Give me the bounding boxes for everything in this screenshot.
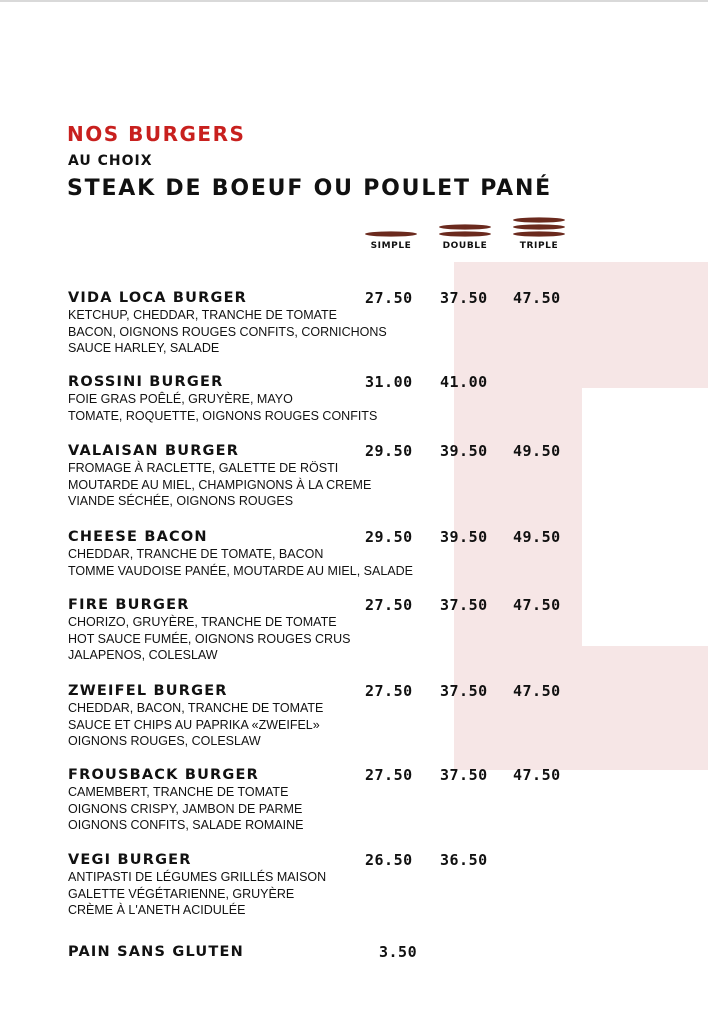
section-subtitle: AU CHOIX bbox=[68, 153, 153, 169]
price-triple: 47.50 bbox=[513, 289, 561, 307]
item-desc-line: HOT SAUCE FUMÉE, OIGNONS ROUGES CRUS bbox=[68, 631, 351, 646]
price-double: 37.50 bbox=[440, 289, 488, 307]
price-double: 41.00 bbox=[440, 373, 488, 391]
price-double: 39.50 bbox=[440, 442, 488, 460]
price-simple: 31.00 bbox=[365, 373, 413, 391]
item-desc-line: CHEDDAR, TRANCHE DE TOMATE, BACON bbox=[68, 547, 324, 561]
section-title: NOS BURGERS bbox=[67, 122, 246, 146]
menu-item bbox=[68, 766, 588, 834]
item-name: ZWEIFEL BURGER bbox=[68, 683, 228, 699]
menu-item bbox=[68, 851, 588, 919]
top-rule bbox=[0, 0, 708, 2]
size-label-simple: SIMPLE bbox=[370, 241, 412, 251]
price-simple: 27.50 bbox=[365, 766, 413, 784]
item-desc-line: JALAPENOS, COLESLAW bbox=[68, 648, 218, 662]
price-simple: 27.50 bbox=[365, 289, 413, 307]
menu-item bbox=[68, 528, 588, 579]
item-desc-line: OIGNONS ROUGES, COLESLAW bbox=[68, 734, 261, 748]
item-desc-line: SAUCE ET CHIPS AU PAPRIKA «ZWEIFEL» bbox=[68, 717, 320, 732]
price-double: 36.50 bbox=[440, 851, 488, 869]
item-desc-line: KETCHUP, CHEDDAR, TRANCHE DE TOMATE bbox=[68, 308, 338, 322]
gluten-free-option bbox=[68, 943, 588, 961]
item-name: ROSSINI BURGER bbox=[68, 374, 224, 390]
size-column-triple bbox=[501, 214, 577, 251]
triple-patty-icon bbox=[511, 214, 567, 238]
item-desc-line: GALETTE VÉGÉTARIENNE, GRUYÈRE bbox=[68, 886, 295, 901]
price-double: 37.50 bbox=[440, 682, 488, 700]
item-desc-line: FOIE GRAS POÊLÉ, GRUYÈRE, MAYO bbox=[68, 392, 293, 406]
item-desc-line: BACON, OIGNONS ROUGES CONFITS, CORNICHONS bbox=[68, 324, 387, 339]
size-label-double: DOUBLE bbox=[442, 241, 488, 251]
item-desc-line: TOMME VAUDOISE PANÉE, MOUTARDE AU MIEL, SALADE bbox=[68, 563, 413, 578]
item-desc-line: VIANDE SÉCHÉE, OIGNONS ROUGES bbox=[68, 494, 294, 508]
item-desc-line: CAMEMBERT, TRANCHE DE TOMATE bbox=[68, 785, 289, 799]
item-desc-line: OIGNONS CONFITS, SALADE ROMAINE bbox=[68, 818, 304, 832]
single-patty-icon bbox=[363, 214, 419, 238]
price-triple: 49.50 bbox=[513, 442, 561, 460]
item-name: VIDA LOCA BURGER bbox=[68, 290, 248, 306]
menu-item bbox=[68, 596, 588, 664]
price-simple: 27.50 bbox=[365, 682, 413, 700]
price-triple: 47.50 bbox=[513, 766, 561, 784]
meat-choice-heading: STEAK DE BOEUF OU POULET PANÉ bbox=[67, 176, 553, 201]
double-patty-icon bbox=[437, 214, 493, 238]
item-desc-line: FROMAGE À RACLETTE, GALETTE DE RÖSTI bbox=[68, 461, 339, 475]
size-column-simple bbox=[353, 214, 429, 251]
item-desc-line: OIGNONS CRISPY, JAMBON DE PARME bbox=[68, 801, 303, 816]
item-name: FROUSBACK BURGER bbox=[68, 767, 259, 783]
price-simple: 26.50 bbox=[365, 851, 413, 869]
price-double: 37.50 bbox=[440, 596, 488, 614]
price-simple: 29.50 bbox=[365, 528, 413, 546]
price-triple: 47.50 bbox=[513, 682, 561, 700]
item-name: FIRE BURGER bbox=[68, 597, 190, 613]
item-desc-line: TOMATE, ROQUETTE, OIGNONS ROUGES CONFITS bbox=[68, 408, 378, 423]
menu-item bbox=[68, 373, 588, 424]
item-desc-line: MOUTARDE AU MIEL, CHAMPIGNONS À LA CREME bbox=[68, 477, 372, 492]
size-column-double bbox=[427, 214, 503, 251]
menu-item bbox=[68, 442, 588, 510]
price-double: 39.50 bbox=[440, 528, 488, 546]
item-desc-line: CHORIZO, GRUYÈRE, TRANCHE DE TOMATE bbox=[68, 615, 337, 629]
item-desc-line: SAUCE HARLEY, SALADE bbox=[68, 341, 220, 355]
price-simple: 27.50 bbox=[365, 596, 413, 614]
price-double: 37.50 bbox=[440, 766, 488, 784]
price-triple: 47.50 bbox=[513, 596, 561, 614]
gluten-free-price: 3.50 bbox=[379, 943, 418, 961]
item-name: CHEESE BACON bbox=[68, 529, 208, 545]
item-name: VEGI BURGER bbox=[68, 852, 192, 868]
item-desc-line: CRÈME À L'ANETH ACIDULÉE bbox=[68, 903, 246, 917]
gluten-free-name: PAIN SANS GLUTEN bbox=[68, 944, 244, 960]
size-label-triple: TRIPLE bbox=[519, 241, 559, 251]
background-decoration-cutout bbox=[582, 388, 708, 646]
item-desc-line: ANTIPASTI DE LÉGUMES GRILLÉS MAISON bbox=[68, 870, 327, 884]
price-simple: 29.50 bbox=[365, 442, 413, 460]
menu-item bbox=[68, 289, 588, 357]
price-triple: 49.50 bbox=[513, 528, 561, 546]
item-desc-line: CHEDDAR, BACON, TRANCHE DE TOMATE bbox=[68, 701, 324, 715]
item-name: VALAISAN BURGER bbox=[68, 443, 240, 459]
menu-item bbox=[68, 682, 588, 750]
